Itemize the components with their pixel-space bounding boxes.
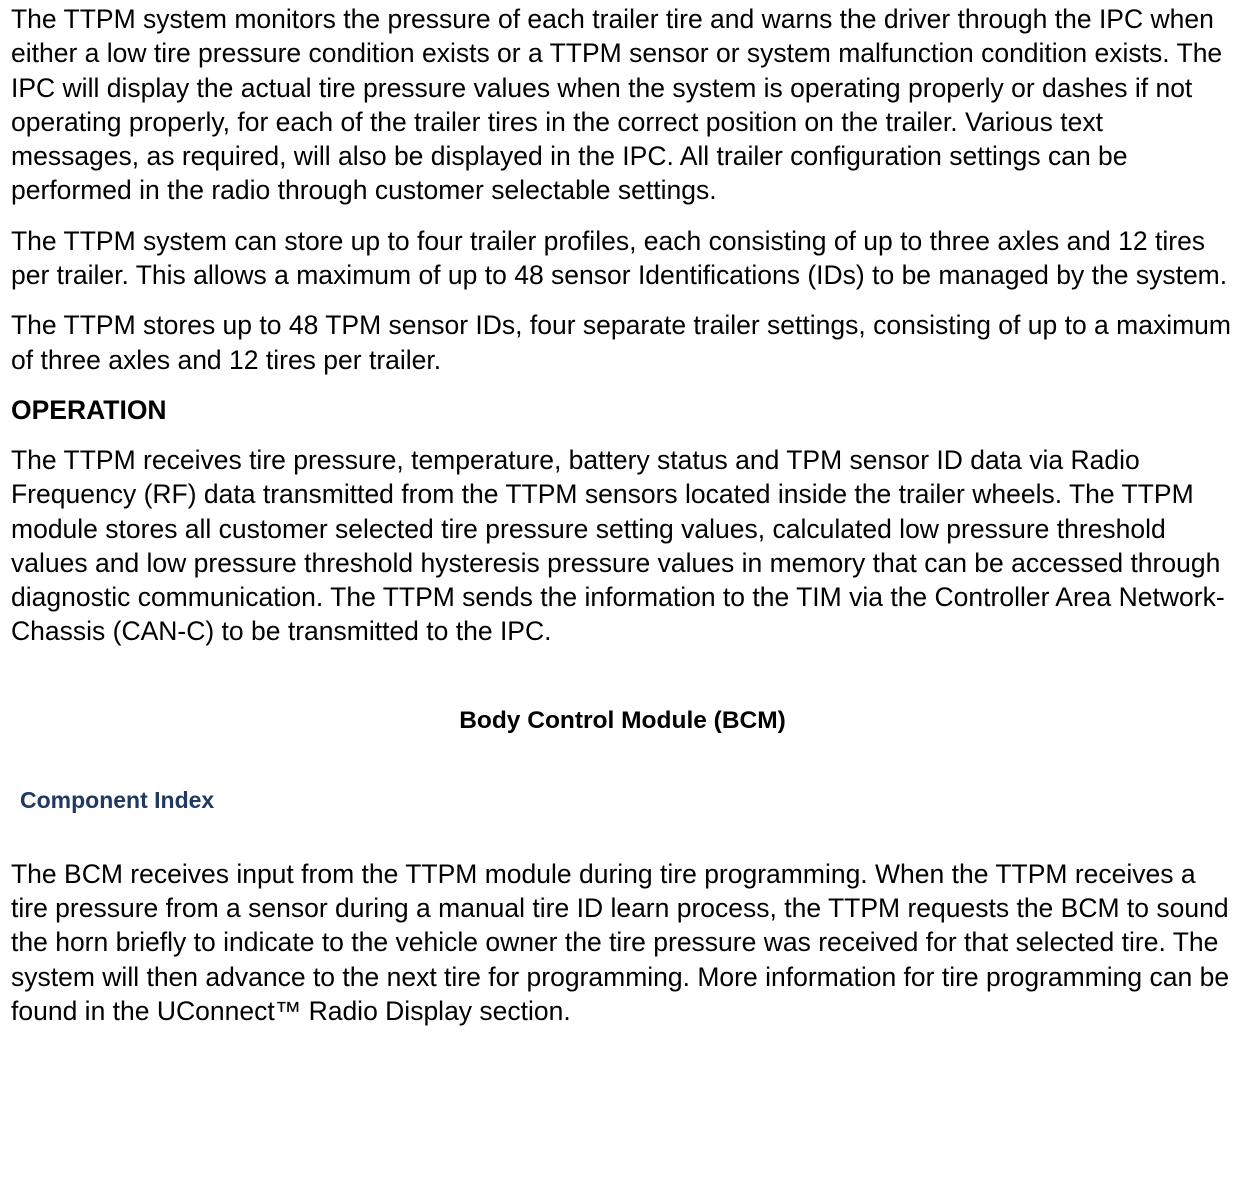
intro-paragraph: The TTPM system monitors the pressure of each trailer tire and warns the driver through the IPC when either a low tire pressure condition exists or a TTPM sensor or system malfunction condition exists. The IPC will display the actual tire pressure values when the system is operating properly or dashes if not operating properly, for each of the trailer tires in the correct position on the trailer. Various text messages, as required, will also be displayed in the IPC. All trailer configuration settings can be performed in the radio through customer selectable settings.: [11, 4, 1223, 206]
bcm-paragraph: The BCM receives input from the TTPM module during tire programming. When the TTPM receives a tire pressure from a sensor during a manual tire ID learn process, the TTPM requests the BCM to sound the horn briefly to indicate to the vehicle owner the tire pressure was received for that selected tire. The system will then advance to the next tire for programming. More information for tire programming can be found in the UConnect™ Radio Display section.: [11, 858, 1230, 1026]
profiles-paragraph: The TTPM system can store up to four trailer profiles, each consisting of up to three axles and 12 tires per trailer. This allows a maximum of up to 48 sensor Identifications (IDs) to be managed by the system.: [11, 225, 1228, 291]
operation-heading: OPERATION: [11, 394, 167, 425]
operation-paragraph: The TTPM receives tire pressure, temperature, battery status and TPM sensor ID data via Radio Frequency (RF) data transmitted from the TTPM sensors located inside the trailer wheels. The TTPM module stores all customer selected tire pressure setting values, calculated low pressure threshold values and low pressure threshold hysteresis pressure values in memory that can be accessed through diagnostic communication. The TTPM sends the information to the TIM via the Controller Area Network-Chassis (CAN-C) to be transmitted to the IPC.: [11, 444, 1225, 647]
bcm-heading: Body Control Module (BCM): [459, 706, 786, 734]
storage-paragraph: The TTPM stores up to 48 TPM sensor IDs, four separate trailer settings, consisting of up to a maximum of three axles and 12 tires per trailer.: [11, 310, 1231, 375]
component-index-link[interactable]: Component Index: [20, 786, 215, 813]
